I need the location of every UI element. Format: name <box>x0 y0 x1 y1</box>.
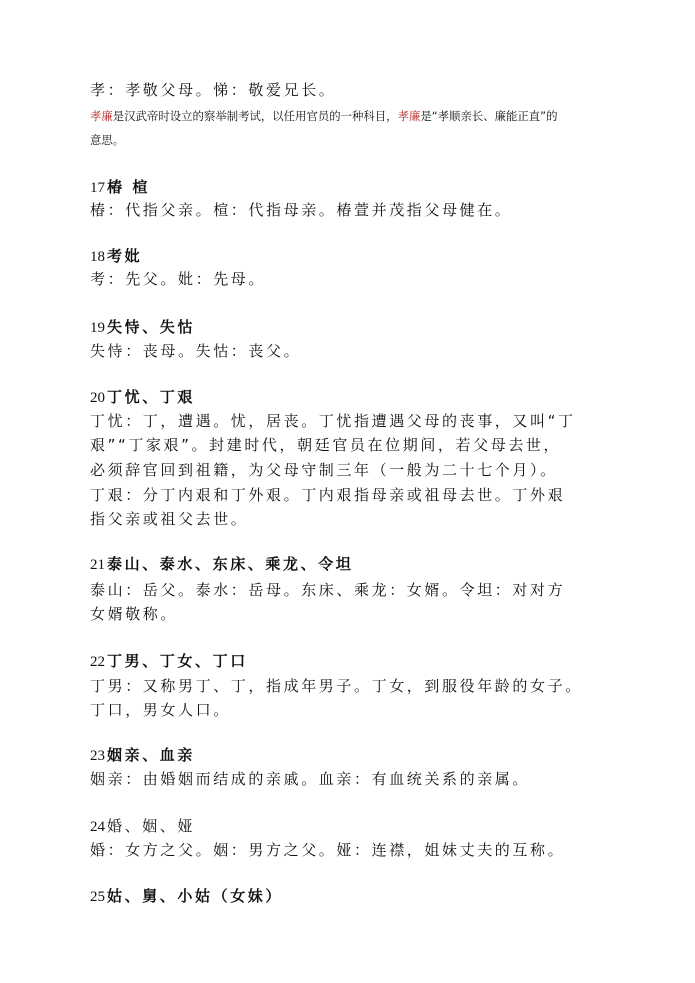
entry-text: 艰”“丁家艰”。封建时代，朝廷官员在位期间，若父母去世， <box>90 436 562 454</box>
entry-text: 女婿敬称。 <box>90 605 179 623</box>
entry-number: 23 <box>90 748 105 764</box>
entry-text: 丁忧：丁，遭遇。忧，居丧。丁忧指遭遇父母的丧事，又叫“丁 <box>90 412 576 430</box>
entry-text: 考：先父。妣：先母。 <box>90 270 267 288</box>
entry-title: 姻亲、血亲 <box>107 746 196 764</box>
term-xiaolian: 孝廉 <box>90 109 113 123</box>
entry-text: 丁口，男女人口。 <box>90 701 231 719</box>
entry-heading <box>90 744 195 767</box>
entry-title: 婚、姻、娅 <box>107 817 196 835</box>
entry-title: 考妣 <box>107 247 143 265</box>
note-text: 是“孝顺亲长、廉能正直”的 <box>420 109 558 123</box>
entry-text: 丁男：又称男丁、丁，指成年男子。丁女，到服役年龄的女子。 <box>90 677 583 695</box>
entry-title: 椿 楦 <box>107 178 151 196</box>
entry-number: 25 <box>90 889 105 905</box>
entry-text: 失恃：丧母。失怙：丧父。 <box>90 342 302 360</box>
entry-text: 丁艰：分丁内艰和丁外艰。丁内艰指母亲或祖母去世。丁外艰 <box>90 486 566 504</box>
entry-number: 21 <box>90 557 105 573</box>
intro-note-line-2: 意思。 <box>90 133 125 147</box>
entry-title: 泰山、泰水、东床、乘龙、令坦 <box>107 555 354 573</box>
entry-heading <box>90 650 248 673</box>
entry-number: 18 <box>90 249 105 265</box>
entry-heading <box>90 553 353 576</box>
entry-text: 婚：女方之父。姻：男方之父。娅：连襟，姐妹丈夫的互称。 <box>90 841 566 859</box>
entry-heading <box>90 316 195 339</box>
entry-title: 失恃、失怙 <box>107 318 196 336</box>
term-xiaolian: 孝廉 <box>397 109 421 123</box>
entry-text: 指父亲或祖父去世。 <box>90 510 249 528</box>
entry-text: 泰山：岳父。泰水：岳母。东床、乘龙：女婿。令坦：对对方 <box>90 581 566 599</box>
entry-text: 椿：代指父亲。楦：代指母亲。椿萱并茂指父母健在。 <box>90 201 513 219</box>
entry-number: 20 <box>90 390 105 406</box>
entry-text: 必须辞官回到祖籍，为父母守制三年（一般为二十七个月）。 <box>90 461 558 479</box>
intro-line: 孝：孝敬父母。悌：敬爱兄长。 <box>90 81 337 99</box>
entry-heading <box>90 386 195 409</box>
entry-number: 24 <box>90 819 105 835</box>
entry-heading <box>90 245 142 268</box>
entry-heading <box>90 176 150 199</box>
entry-title: 姑、舅、小姑（女妹） <box>107 887 284 905</box>
entry-heading <box>90 885 283 908</box>
entry-heading <box>90 815 195 838</box>
entry-title: 丁男、丁女、丁口 <box>107 652 248 670</box>
intro-note-line-1 <box>90 107 557 125</box>
entry-text: 姻亲：由婚姻而结成的亲戚。血亲：有血统关系的亲属。 <box>90 770 531 788</box>
entry-title: 丁忧、丁艰 <box>107 388 196 406</box>
entry-number: 22 <box>90 654 105 670</box>
entry-number: 17 <box>90 180 105 196</box>
entry-number: 19 <box>90 320 105 336</box>
note-text: 是汉武帝时设立的察举制考试，以任用官员的一种科目， <box>112 109 398 123</box>
